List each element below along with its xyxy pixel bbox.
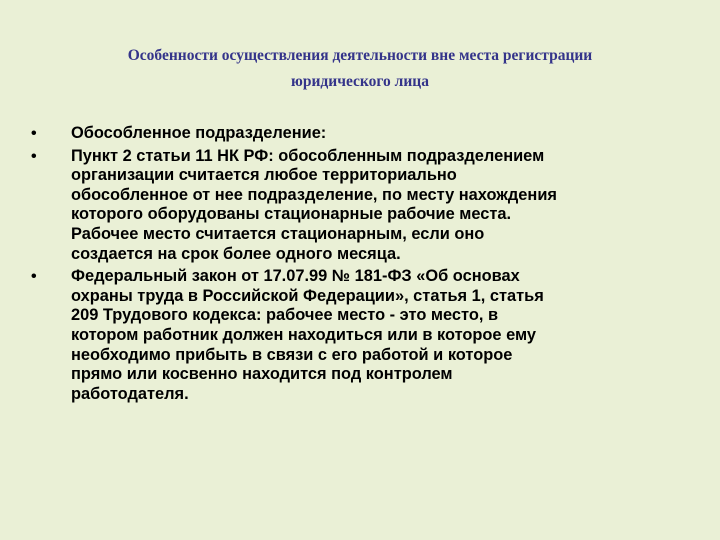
bullet-item-tax-code — [30, 147, 698, 265]
bullet-text-line: работодателя. — [71, 384, 189, 403]
bullet-text-line: прямо или косвенно находится под контролем — [71, 365, 453, 384]
bullet-text-line: 209 Трудового кодекса: рабочее место - это место, в — [71, 306, 499, 325]
bullet-text-line: обособленное от нее подразделение, по месту нахождения — [71, 185, 557, 204]
bullet-icon: • — [31, 147, 37, 165]
bullet-text-line: которого оборудованы стационарные рабочие места. — [71, 205, 512, 224]
bullet-text-line: организации считается любое территориально — [71, 166, 457, 185]
bullet-text-line: необходимо прибыть в связи с его работой и которое — [71, 345, 513, 364]
bullet-text-line: Пункт 2 статьи 11 НК РФ: обособленным подразделением — [71, 146, 545, 165]
bullet-text-line: охраны труда в Российской Федерации», статья 1, статья — [71, 286, 544, 305]
bullet-icon: • — [31, 268, 37, 286]
bullet-text-line: Федеральный закон от 17.07.99 № 181-ФЗ «Об основах — [71, 267, 520, 286]
bullet-list — [30, 124, 698, 407]
bullet-text-line: котором работник должен находиться или в которое ему — [71, 325, 537, 344]
bullet-text-line: Рабочее место считается стационарным, если оно — [71, 224, 485, 243]
bullet-text-line: Обособленное подразделение: — [71, 124, 327, 142]
slide-title-line-2: юридического лица — [291, 73, 429, 90]
bullet-text-line: создается на срок более одного месяца. — [71, 244, 401, 263]
slide-title — [40, 43, 680, 95]
slide-title-line-1: Особенности осуществления деятельности вне места регистрации — [127, 47, 593, 64]
bullet-item-separate-subdivision — [30, 124, 698, 144]
bullet-item-federal-law — [30, 267, 698, 404]
bullet-icon: • — [31, 125, 37, 142]
